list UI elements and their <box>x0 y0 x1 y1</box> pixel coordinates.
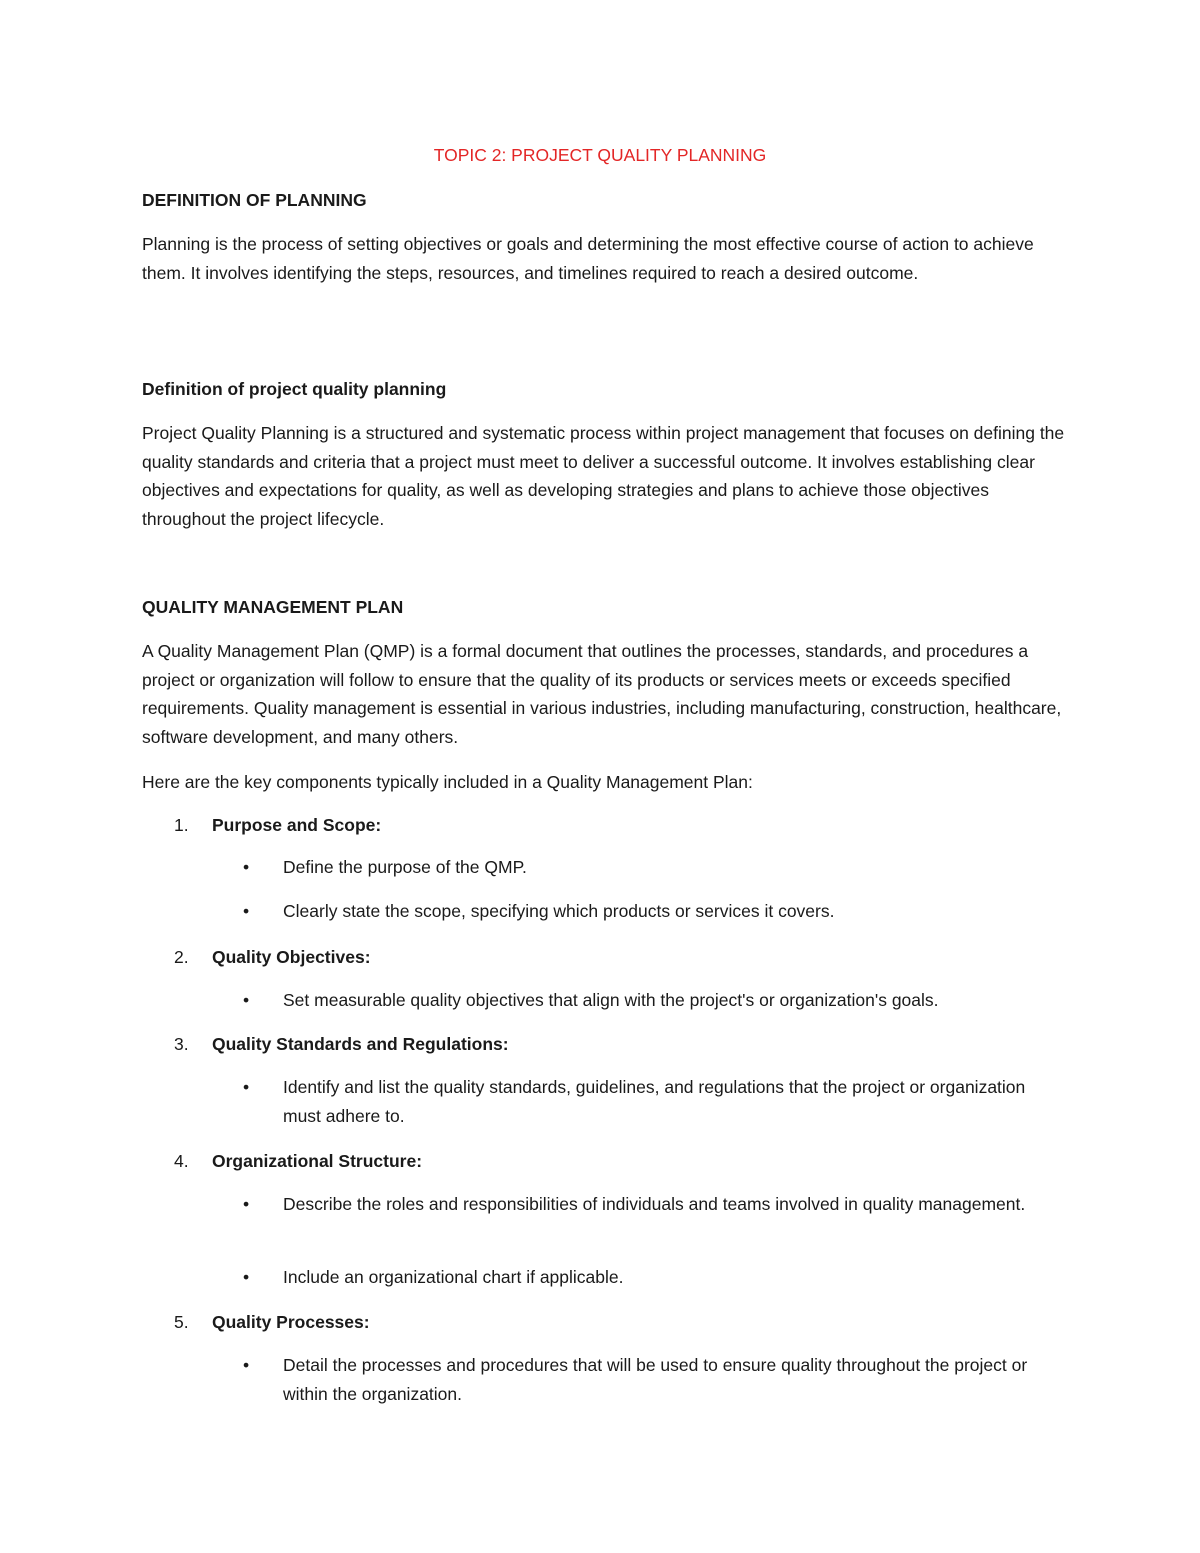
heading-definition-of-project-quality-planning: Definition of project quality planning <box>142 379 447 399</box>
list-number: 4. <box>174 1151 189 1171</box>
list-item-title: Quality Standards and Regulations: <box>212 1034 509 1054</box>
bullet-icon: • <box>243 1267 250 1287</box>
bullet-icon: • <box>243 990 250 1010</box>
paragraph-definition-of-project-quality-planning: Project Quality Planning is a structured and systematic process within project management that focuses on defining the quality standards and criteria that a project must meet to deliver a successful outcome. It involves establishing clear objectives and expectations for quality, as well as developing strategies and plans to achieve those objectives throughout the project lifecycle. <box>142 423 1065 529</box>
bullet-text: Detail the processes and procedures that will be used to ensure quality throughout the project or within the organization. <box>283 1355 1028 1404</box>
list-item-quality-objectives <box>174 946 371 968</box>
list-number: 5. <box>174 1312 189 1332</box>
page-title: TOPIC 2: PROJECT QUALITY PLANNING <box>433 145 767 165</box>
list-item-quality-processes <box>174 1311 370 1333</box>
heading-definition-of-planning: DEFINITION OF PLANNING <box>142 190 367 210</box>
list-number: 1. <box>174 815 189 835</box>
bullet-item <box>243 986 1043 1015</box>
bullet-text: Describe the roles and responsibilities of individuals and teams involved in quality management. <box>283 1194 1026 1214</box>
list-number: 2. <box>174 947 189 967</box>
bullet-item <box>243 1073 1043 1130</box>
paragraph-key-components-intro: Here are the key components typically included in a Quality Management Plan: <box>142 772 753 792</box>
bullet-text: Set measurable quality objectives that align with the project's or organization's goals. <box>283 990 939 1010</box>
list-item-purpose-and-scope <box>174 814 381 836</box>
bullet-item <box>243 1190 1043 1219</box>
bullet-icon: • <box>243 901 250 921</box>
list-item-title: Quality Processes: <box>212 1312 370 1332</box>
bullet-icon: • <box>243 1194 250 1214</box>
bullet-text: Clearly state the scope, specifying which products or services it covers. <box>283 901 835 921</box>
bullet-item <box>243 853 1043 882</box>
bullet-icon: • <box>243 857 250 877</box>
list-item-organizational-structure <box>174 1150 422 1172</box>
list-item-title: Organizational Structure: <box>212 1151 423 1171</box>
bullet-item <box>243 1263 1043 1292</box>
list-item-title: Quality Objectives: <box>212 947 371 967</box>
bullet-text: Include an organizational chart if applicable. <box>283 1267 624 1287</box>
bullet-icon: • <box>243 1355 250 1375</box>
list-number: 3. <box>174 1034 189 1054</box>
bullet-text: Define the purpose of the QMP. <box>283 857 527 877</box>
bullet-item <box>243 897 1043 926</box>
bullet-item <box>243 1351 1043 1408</box>
list-item-title: Purpose and Scope: <box>212 815 382 835</box>
bullet-icon: • <box>243 1077 250 1097</box>
paragraph-definition-of-planning: Planning is the process of setting objectives or goals and determining the most effective course of action to achieve them. It involves identifying the steps, resources, and timelines required to reach a desired outcome. <box>142 234 1034 283</box>
list-item-quality-standards <box>174 1033 509 1055</box>
bullet-text: Identify and list the quality standards, guidelines, and regulations that the project or organization must adhere to. <box>283 1077 1026 1126</box>
paragraph-quality-management-plan: A Quality Management Plan (QMP) is a formal document that outlines the processes, standards, and procedures a project or organization will follow to ensure that the quality of its products or services meets or exceeds specified requirements. Quality management is essential in various industries, including manufacturing, construction, healthcare, software development, and many others. <box>142 641 1062 747</box>
heading-quality-management-plan: QUALITY MANAGEMENT PLAN <box>142 597 404 617</box>
